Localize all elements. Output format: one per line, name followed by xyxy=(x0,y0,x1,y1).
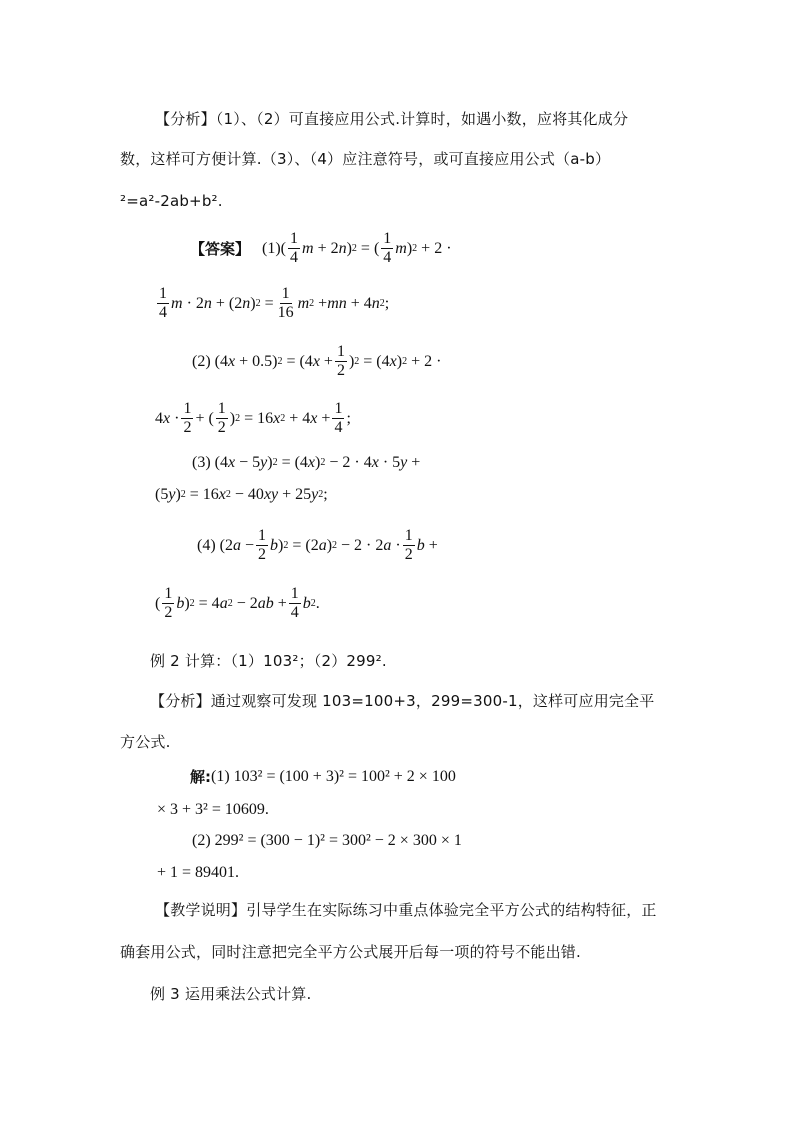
answer-3-line-1: (3) (4 x − 5 y ) 2 = (4 x ) 2 − 2 · 4 x · 5 y + xyxy=(192,454,421,471)
solution-label: 解: xyxy=(190,768,211,786)
analysis-line-3: ²=a²-2ab+b². xyxy=(120,192,223,210)
teaching-note-line-2: 确套用公式，同时注意把完全平方公式展开后每一项的符号不能出错. xyxy=(120,943,581,961)
solution-1-line-2: × 3 + 3² = 10609. xyxy=(157,801,269,818)
answer-3-line-2: (5 y ) 2 = 16 x 2 − 40 xy + 25 y 2 ; xyxy=(155,486,328,503)
example-2-analysis-line-1: 【分析】通过观察可发现 103=100+3，299=300-1，这样可应用完全平 xyxy=(150,692,655,710)
solution-2-line-1: (2) 299² = (300 − 1)² = 300² − 2 × 300 × 1 xyxy=(192,832,462,849)
answer-4-line-1: (4) (2 a − $\frac{1}{2}$ b ) 2 = (2 a ) 2 − 2 · 2 a · $\frac{1}{2}$ b + xyxy=(197,527,438,563)
solution-1-text: (1) 103² = (100 + 3)² = 100² + 2 × 100 xyxy=(211,768,456,785)
example-3-title: 例 3 运用乘法公式计算. xyxy=(150,985,312,1003)
answer-1-line-2: $\frac{1}{4}$ m · 2 n + (2 n ) 2 = $\frac{1}{16}$ m 2 + mn + 4 n 2 ; xyxy=(159,285,390,321)
answer-label: 【答案】 xyxy=(190,239,251,258)
solution-2-line-2: + 1 = 89401. xyxy=(157,864,240,881)
answer-4-line-2: ( $\frac{1}{2}$ b ) 2 = 4 a 2 − 2 ab + $\frac{1}{4}$ b 2 . xyxy=(155,585,320,621)
solution-1-line-1 xyxy=(190,767,456,787)
answer-2-line-1: (2) (4 x + 0.5) 2 = (4 x + $\frac{1}{2}$ ) 2 = (4 x ) 2 + 2 · xyxy=(192,343,442,379)
answer-4-number: (4) xyxy=(197,536,216,554)
answer-2-number: (2) xyxy=(192,352,211,370)
example-2-title: 例 2 计算：（1）103²；（2）299². xyxy=(150,652,387,670)
answer-1-line-1: 【答案】 (1) ( $\frac{1}{4}$ m + 2 n ) 2 = ( $\frac{1}{4}$ m ) 2 + 2 · xyxy=(190,230,452,266)
analysis-line-2: 数，这样可方便计算.（3）、（4）应注意符号，或可直接应用公式（a-b） xyxy=(120,150,611,168)
example-2-analysis-line-2: 方公式. xyxy=(120,733,171,751)
answer-2-line-2: 4 x · $\frac{1}{2}$ + ( $\frac{1}{2}$ ) 2 = 16 x 2 + 4 x + $\frac{1}{4}$ ; xyxy=(155,400,351,436)
answer-3-number: (3) xyxy=(192,454,211,471)
analysis-line-1: 【分析】（1）、（2）可直接应用公式.计算时，如遇小数，应将其化成分 xyxy=(155,110,629,128)
teaching-note-line-1: 【教学说明】引导学生在实际练习中重点体验完全平方公式的结构特征，正 xyxy=(155,901,657,919)
answer-1-number: (1) xyxy=(262,239,281,257)
